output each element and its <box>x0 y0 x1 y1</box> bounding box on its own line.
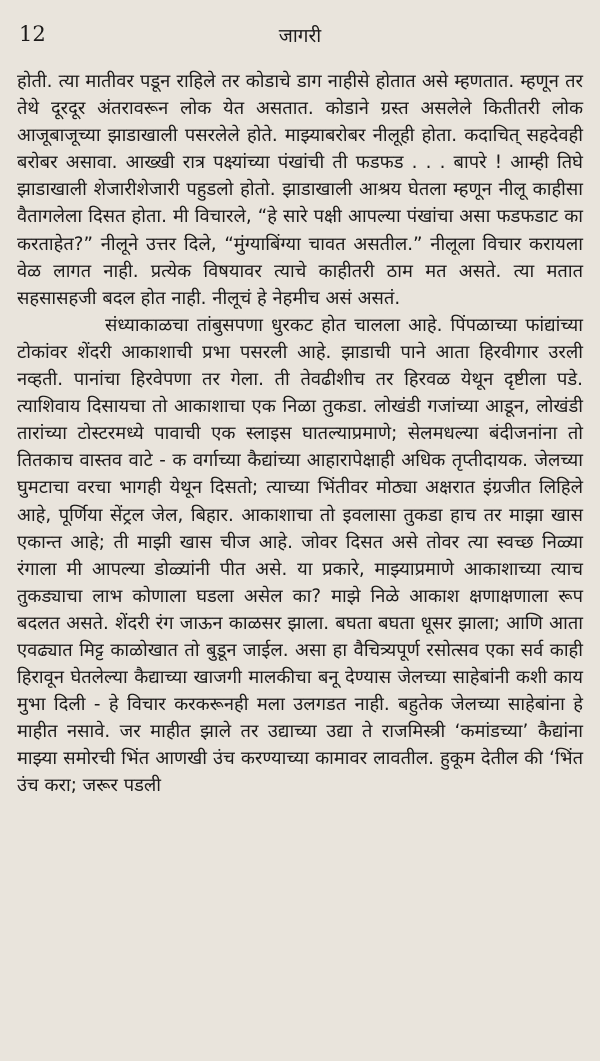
running-title: जागरी <box>278 25 322 47</box>
paragraph: संध्याकाळचा तांबुसपणा धुरकट होत चालला आहे. पिंपळाच्या फांद्यांच्या टोकांवर शेंदरी आकाशाची प्रभा पसरली आहे. झाडाची पाने आता हिरवीगार उरली नव्हती. पानांचा हिरवेपणा तर गेला. ती तेवढीशीच तर हिरवळ येथून दृष्टीला पडे. त्याशिवाय दिसायचा तो आकाशाचा एक निळा तुकडा. लोखंडी गजांच्या आडून, लोखंडी तारांच्या टोस्टरमध्ये पावाची एक स्लाइस घातल्याप्रमाणे; सेलमधल्या बंदीजनांना तो तितकाच वास्तव वाटे - क वर्गाच्या कैद्यांच्या आहारापेक्षाही अधिक तृप्तीदायक. जेलच्या घुमटाचा वरचा भागही येथून दिसतो; त्याच्या भिंतीवर मोठ्या अक्षरात इंग्रजीत लिहिले आहे, पूर्णिया सेंट्रल जेल, बिहार. आकाशाचा तो इवलासा तुकडा हाच तर माझा खास एकान्त आहे; ती माझी खास चीज आहे. जोवर दिसत असे तोवर त्या स्वच्छ निळ्या रंगाला मी आपल्या डोळ्यांनी पीत असे. या प्रकारे, माझ्याप्रमाणे आकाशाच्या त्याच तुकड्याचा लाभ कोणाला घडला असेल का? माझे निळे आकाश क्षणाक्षणाला रूप बदलत असते. शेंदरी रंग जाऊन काळसर झाला. बघता बघता धूसर झाला; आणि आता एवढ्यात मिट्ट काळोखात तो बुडून जाईल. असा हा वैचित्र्यपूर्ण रसोत्सव एका सर्व काही हिरावून घेतलेल्या कैद्याच्या खाजगी मालकीचा बनू देण्यास जेलच्या साहेबांनी कशी काय मुभा दिली - हे विचार करकरूनही मला उलगडत नाही. बहुतेक जेलच्या साहेबांना हे माहीत नसावे. जर माहीत झाले तर उद्याच्या उद्या ते राजमिस्त्री ‘कमांडच्या’ कैद्यांना माझ्या समोरची भिंत आणखी उंच करण्याच्या कामावर लावतील. हुकूम देतील की ‘भिंत उंच करा; जरूर पडली <box>17 314 583 797</box>
page-number: 12 <box>19 22 46 46</box>
paragraph: होती. त्या मातीवर पडून राहिले तर कोडाचे डाग नाहीसे होतात असे म्हणतात. म्हणून तर तेथे दूरदूर अंतरावरून लोक येत असतात. कोडाने ग्रस्त असलेले कितीतरी लोक आजूबाजूच्या झाडाखाली पसरलेले होते. माझ्याबरोबर नीलूही होता. कदाचित् सहदेवही बरोबर असावा. आख्खी रात्र पक्ष्यांच्या पंखांची ती फडफड . . . बापरे ! आम्ही तिघे झाडाखाली शेजारीशेजारी पहुडलो होतो. झाडाखाली आश्रय घेतला म्हणून नीलू काहीसा वैतागलेला दिसत होता. मी विचारले, “हे सारे पक्षी आपल्या पंखांचा असा फडफडाट का करताहेत?” नीलूने उत्तर दिले, “मुंग्याबिंग्या चावत असतील.” नीलूला विचार करायला वेळ लागत नाही. प्रत्येक विषयावर त्याचे काहीतरी ठाम मत असते. त्या मतात सहसासहजी बदल होत नाही. नीलूचं हे नेहमीच असं असतं. <box>17 71 583 309</box>
body-text <box>17 68 583 800</box>
page-header <box>17 22 583 56</box>
